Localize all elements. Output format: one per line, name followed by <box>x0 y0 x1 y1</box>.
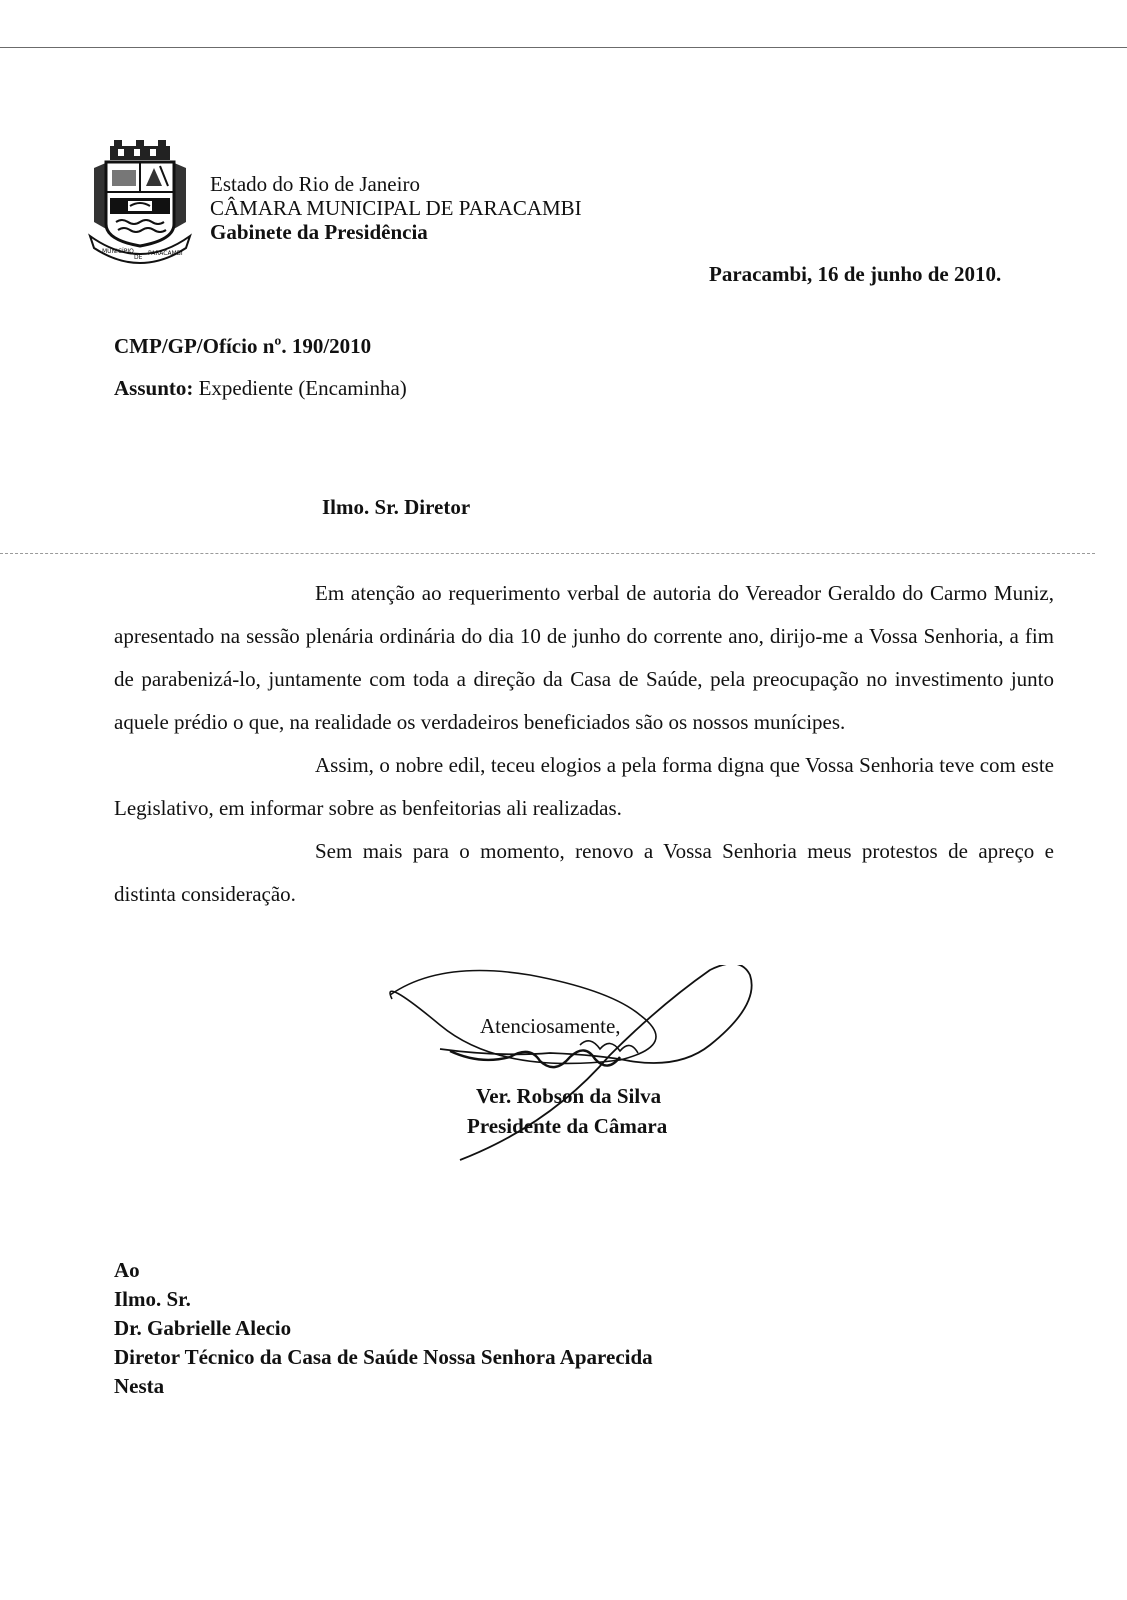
oficio-number: CMP/GP/Ofício nº. 190/2010 <box>114 334 372 358</box>
closing: Atenciosamente, <box>480 1014 621 1038</box>
svg-text:PARACAMBI: PARACAMBI <box>148 250 183 257</box>
municipal-seal-icon <box>88 140 192 268</box>
subject-line <box>114 376 407 401</box>
body-paragraph-1: Em atenção ao requerimento verbal de autoria do Vereador Geraldo do Carmo Muniz, apresentado na sessão plenária ordinária do dia 10 de junho do corrente ano, dirijo-me a Vossa Senhoria, a fim de parabenizá-lo, juntamente com toda a direção da Casa de Saúde, pela preocupação no investimento junto aquele prédio o que, na realidade os verdadeiros beneficiados são os nossos munícipes. <box>114 581 1054 734</box>
recipient-line-5: Nesta <box>114 1374 165 1398</box>
letterhead-state: Estado do Rio de Janeiro <box>210 172 420 196</box>
recipient-line-3: Dr. Gabrielle Alecio <box>114 1316 292 1340</box>
recipient-block <box>114 1256 653 1401</box>
handwritten-signature-icon <box>380 965 770 1195</box>
signer-title: Presidente da Câmara <box>467 1114 668 1138</box>
recipient-line-4: Diretor Técnico da Casa de Saúde Nossa Senhora Aparecida <box>114 1345 653 1369</box>
date-line: Paracambi, 16 de junho de 2010. <box>709 262 1002 286</box>
signer-name: Ver. Robson da Silva <box>476 1084 662 1108</box>
letter-body <box>114 572 1054 916</box>
salutation: Ilmo. Sr. Diretor <box>322 495 471 519</box>
letterhead-office: Gabinete da Presidência <box>210 220 428 244</box>
svg-text:MUNICÍPIO: MUNICÍPIO <box>102 248 134 255</box>
svg-text:DE: DE <box>134 254 143 261</box>
body-paragraph-3: Sem mais para o momento, renovo a Vossa Senhoria meus protestos de apreço e distinta consideração. <box>114 839 1054 906</box>
letterhead <box>210 172 582 244</box>
recipient-line-1: Ao <box>114 1258 140 1282</box>
scan-artifact-middle-line <box>0 553 1095 554</box>
letterhead-institution: CÂMARA MUNICIPAL DE PARACAMBI <box>210 196 582 220</box>
recipient-line-2: Ilmo. Sr. <box>114 1287 191 1311</box>
subject-value: Expediente (Encaminha) <box>198 376 407 400</box>
body-paragraph-2: Assim, o nobre edil, teceu elogios a pela forma digna que Vossa Senhoria teve com este Legislativo, em informar sobre as benfeitorias ali realizadas. <box>114 753 1054 820</box>
subject-label: Assunto: <box>114 376 194 400</box>
scan-artifact-top-line <box>0 47 1127 48</box>
